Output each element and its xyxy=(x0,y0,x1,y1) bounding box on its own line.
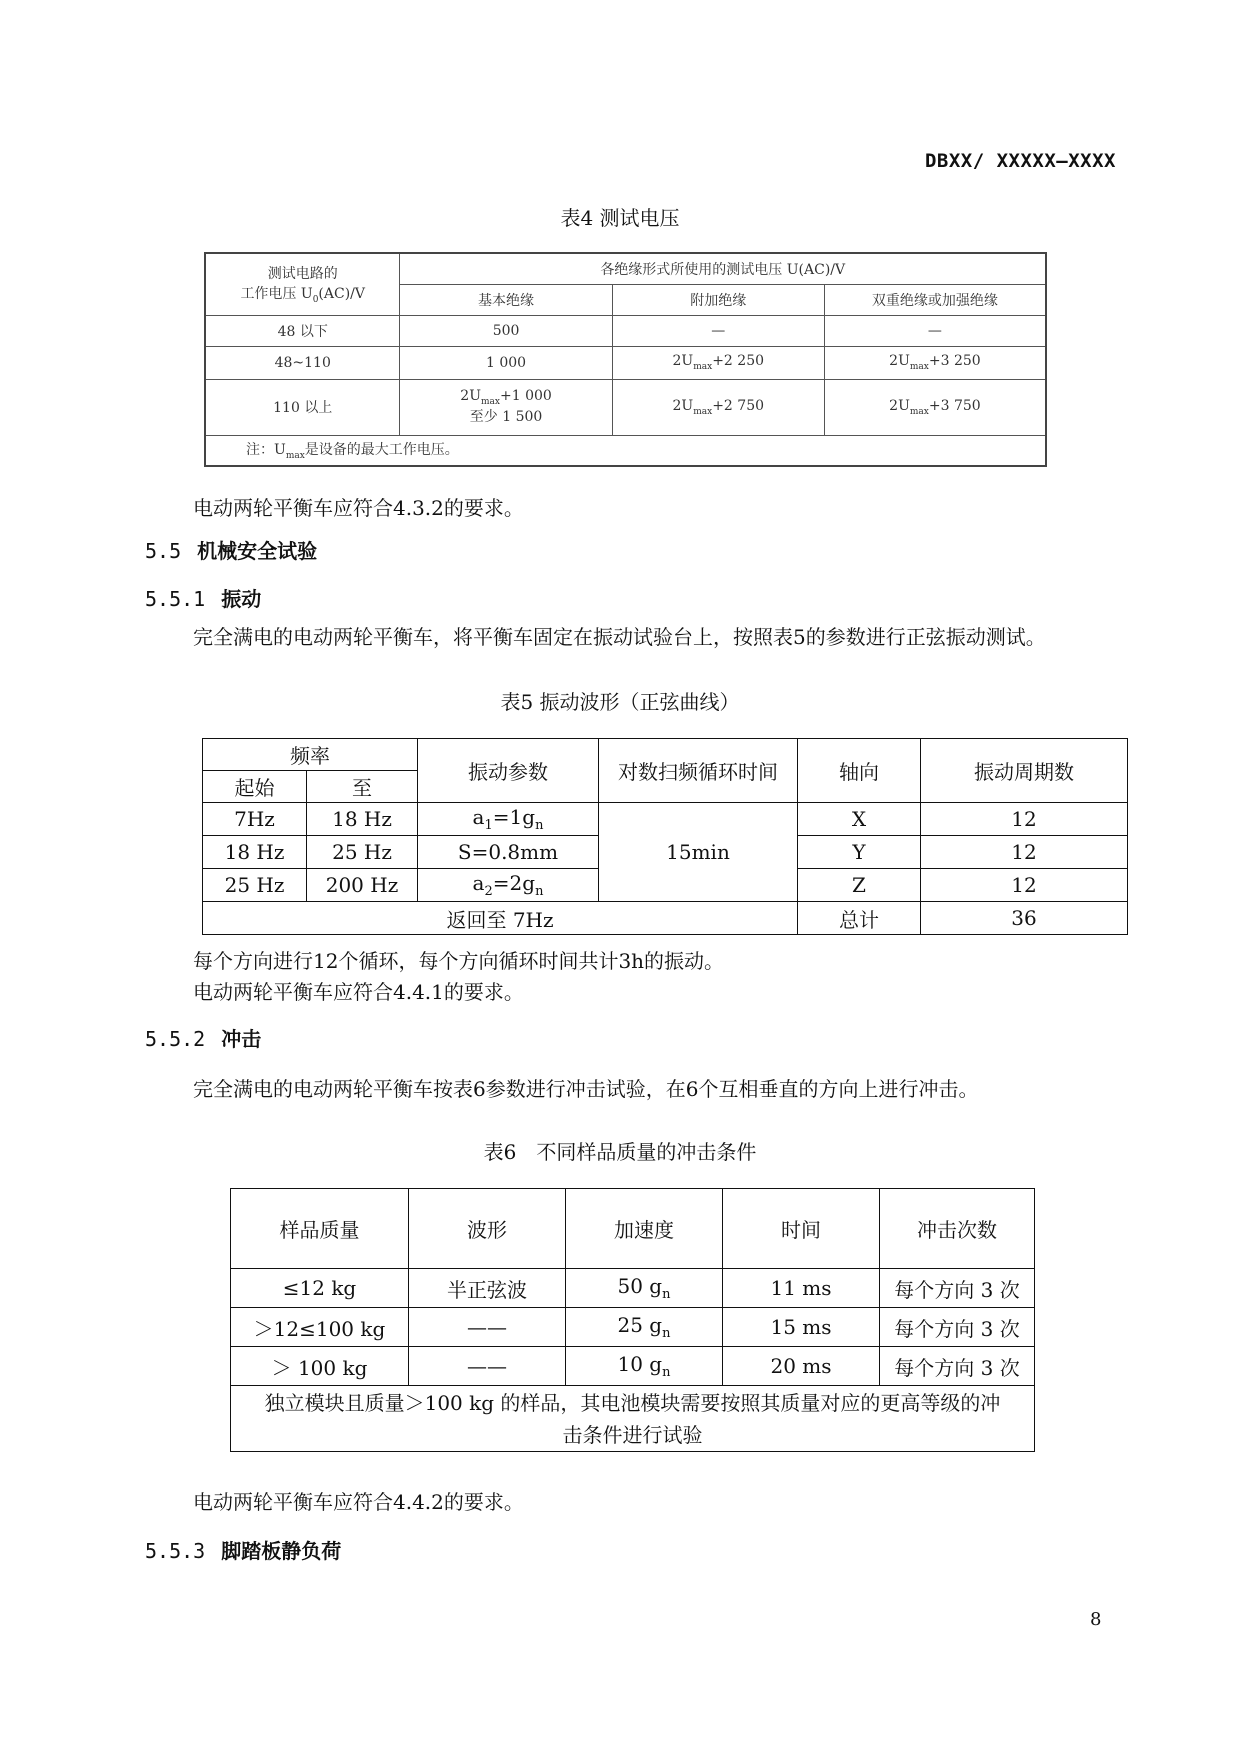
table-cell: 25 Hz xyxy=(307,836,418,869)
table5-header-axis: 轴向 xyxy=(798,739,921,803)
paragraph: 完全满电的电动两轮平衡车按表6参数进行冲击试验，在6个互相垂直的方向上进行冲击。 xyxy=(193,1077,979,1101)
table-cell: —— xyxy=(409,1308,566,1347)
table4-subheader: 双重绝缘或加强绝缘 xyxy=(824,284,1046,315)
table6-header: 时间 xyxy=(723,1189,880,1269)
table6-header: 波形 xyxy=(409,1189,566,1269)
paragraph: 每个方向进行12个循环，每个方向循环时间共计3h的振动。 xyxy=(193,949,725,973)
table-cell: 18 Hz xyxy=(307,803,418,836)
table4-group-header: 各绝缘形式所使用的测试电压 U(AC)/V xyxy=(400,253,1046,284)
table-cell: 20 ms xyxy=(723,1347,880,1386)
table-cell: $a_1=1g_n$ xyxy=(418,803,599,836)
section-heading-5-5-2: 5.5.2 冲击 xyxy=(145,1027,262,1051)
table-cell: ≤12 kg xyxy=(231,1269,409,1308)
table-cell: ＞12≤100 kg xyxy=(231,1308,409,1347)
table5-header-sweep: 对数扫频循环时间 xyxy=(599,739,798,803)
table5-header-frequency: 频率 xyxy=(203,739,418,771)
table-cell: $a_2=2g_n$ xyxy=(418,869,599,902)
table-note-row xyxy=(231,1386,1035,1452)
table6-header: 加速度 xyxy=(566,1189,723,1269)
table-cell: Y xyxy=(798,836,921,869)
table-cell: 18 Hz xyxy=(203,836,307,869)
test-voltage-table xyxy=(204,252,1047,467)
table6-note: 独立模块且质量＞100 kg 的样品，其电池模块需要按照其质量对应的更高等级的冲 击条件进行试验 xyxy=(231,1386,1035,1452)
table-row xyxy=(205,315,1046,346)
table4-subheader: 附加绝缘 xyxy=(612,284,824,315)
table-row xyxy=(205,379,1046,435)
table-cell: $2U_{max}+2$ 750 xyxy=(612,379,824,435)
table5-return: 返回至 7Hz xyxy=(203,902,798,935)
table5-caption: 表5 振动波形（正弦曲线） xyxy=(500,690,740,714)
table-row xyxy=(231,1347,1035,1386)
table-cell: —— xyxy=(409,1347,566,1386)
table5-header-cycles: 振动周期数 xyxy=(921,739,1128,803)
table-cell: $2U_{max}+1$ 000 至少 1 500 xyxy=(400,379,612,435)
table-cell: 每个方向 3 次 xyxy=(880,1347,1035,1386)
table-cell: Z xyxy=(798,869,921,902)
table-cell: ＞ 100 kg xyxy=(231,1347,409,1386)
table5-header-start: 起始 xyxy=(203,771,307,803)
table4-header-circuit-voltage xyxy=(205,253,400,315)
table-cell: 12 xyxy=(921,836,1128,869)
table-note-row xyxy=(205,435,1046,466)
table-cell: 每个方向 3 次 xyxy=(880,1269,1035,1308)
paragraph: 完全满电的电动两轮平衡车，将平衡车固定在振动试验台上，按照表5的参数进行正弦振动测试。 xyxy=(193,625,1046,649)
table-row xyxy=(203,902,1128,935)
table-cell: $2U_{max}+3$ 750 xyxy=(824,379,1046,435)
table-cell: 48~110 xyxy=(205,346,400,379)
table-cell: 7Hz xyxy=(203,803,307,836)
table-cell: 12 xyxy=(921,803,1128,836)
table4-subheader: 基本绝缘 xyxy=(400,284,612,315)
paragraph: 电动两轮平衡车应符合4.4.1的要求。 xyxy=(193,980,524,1004)
table-cell: 48 以下 xyxy=(205,315,400,346)
table-cell: 110 以上 xyxy=(205,379,400,435)
table-cell: — xyxy=(824,315,1046,346)
impact-table xyxy=(230,1188,1035,1452)
table-cell: 11 ms xyxy=(723,1269,880,1308)
table6-header: 样品质量 xyxy=(231,1189,409,1269)
table5-total-value: 36 xyxy=(921,902,1128,935)
section-heading-5-5-1: 5.5.1 振动 xyxy=(145,587,262,611)
table-cell: 10 $g_n$ xyxy=(566,1347,723,1386)
table-cell: 每个方向 3 次 xyxy=(880,1308,1035,1347)
table4-caption: 表4 测试电压 xyxy=(560,206,680,230)
table-cell: 50 $g_n$ xyxy=(566,1269,723,1308)
header-line: 工作电压 $U_0(AC)/V$ xyxy=(240,286,365,306)
table-cell: 500 xyxy=(400,315,612,346)
paragraph: 电动两轮平衡车应符合4.4.2的要求。 xyxy=(193,1490,524,1514)
table5-total-label: 总计 xyxy=(798,902,921,935)
table-cell: S=0.8mm xyxy=(418,836,599,869)
table5-sweep-time: 15min xyxy=(599,803,798,902)
header-line: 测试电路的 xyxy=(267,266,338,283)
table-cell: 15 ms xyxy=(723,1308,880,1347)
vibration-table xyxy=(202,738,1128,935)
table-cell: 1 000 xyxy=(400,346,612,379)
table-cell: $2U_{max}+3$ 250 xyxy=(824,346,1046,379)
table-cell: — xyxy=(612,315,824,346)
table-cell: 12 xyxy=(921,869,1128,902)
table-cell: 25 Hz xyxy=(203,869,307,902)
table-row xyxy=(231,1308,1035,1347)
table-cell: 200 Hz xyxy=(307,869,418,902)
document-code: DBXX/ XXXXX—XXXX xyxy=(924,150,1116,172)
page-number: 8 xyxy=(1090,1609,1102,1630)
paragraph: 电动两轮平衡车应符合4.3.2的要求。 xyxy=(193,496,524,520)
table-cell: 25 $g_n$ xyxy=(566,1308,723,1347)
table-row xyxy=(231,1269,1035,1308)
table5-header-param: 振动参数 xyxy=(418,739,599,803)
section-heading-5-5-3: 5.5.3 脚踏板静负荷 xyxy=(145,1539,342,1563)
table-cell: 半正弦波 xyxy=(409,1269,566,1308)
table6-caption: 表6 不同样品质量的冲击条件 xyxy=(483,1140,757,1164)
table-row xyxy=(205,346,1046,379)
table6-header: 冲击次数 xyxy=(880,1189,1035,1269)
section-heading-5-5: 5.5 机械安全试验 xyxy=(145,539,318,563)
table4-note: 注：$U_{max}$是设备的最大工作电压。 xyxy=(205,435,1046,466)
table-cell: X xyxy=(798,803,921,836)
table-cell: $2U_{max}+2$ 250 xyxy=(612,346,824,379)
table5-header-to: 至 xyxy=(307,771,418,803)
table-row xyxy=(203,803,1128,836)
